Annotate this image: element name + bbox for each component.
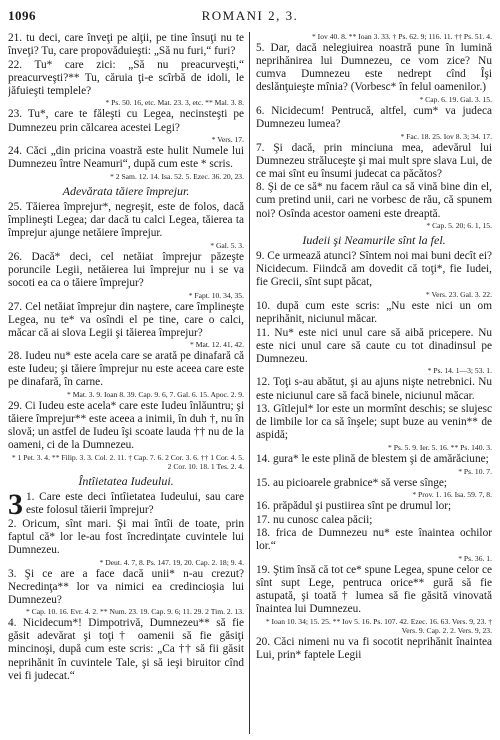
- cross-reference: * Gal. 5. 3.: [210, 240, 244, 250]
- cross-reference: * Ps. 36. 1.: [458, 554, 492, 563]
- verse: 5. Dar, dacă nelegiuirea noastră pune în lumină neprihănirea lui Dumnezeu, ce vom zice? Nu cumva Dumnezeu este nedrept cînd Îşi deslănţuieşte mînia? (Vorbesc* în felul oamenilor.): [256, 42, 492, 94]
- page-number: 1096: [8, 8, 36, 23]
- section-heading: Iudeii şi Neamurile sînt la fel.: [302, 233, 446, 248]
- cross-reference: * Prov. 1. 16. Isa. 59. 7, 8.: [412, 490, 492, 500]
- verse: 16. prăpădul şi pustiirea sînt pe drumul lor;: [256, 500, 452, 513]
- cross-reference: * Deut. 4. 7, 8. Ps. 147. 19, 20. Cap. 2. 18; 9. 4.: [99, 557, 244, 567]
- verse: 6. Nicidecum! Pentrucă, altfel, cum* va judeca Dumnezeu lumea?: [256, 104, 492, 130]
- chapter-opening-verse: [8, 488, 244, 522]
- cross-reference: * 1 Pet. 3. 4. ** Filip. 3. 3. Col. 2. 11. † Cap. 7. 6. 2 Cor. 3. 6. †† 1 Cor. 4. 5. 2 Cor. 10. 18. 1 Tes. 2. 4.: [11, 452, 244, 471]
- cross-reference: * Ps. 10. 7.: [458, 466, 492, 476]
- verse: 2. Oricum, sînt mari. Şi mai întîi de toate, prin faptul că* lor le-au fost încredinţate cuvintele lui Dumnezeu.: [8, 517, 244, 556]
- verse: 29. Ci Iudeu este acela* care este Iudeu înlăuntru; şi tăiere împrejur** este aceea a inimii, în duh †, nu în slovă; un astfel de Iudeu îşi scoate lauda †† nu de la oameni, ci de la Dumnezeu.: [8, 400, 244, 452]
- verse: 18. frica de Dumnezeu nu* este înaintea ochilor lor.“: [256, 527, 492, 553]
- verse: 13. Gîtlejul* lor este un mormînt deschis; se slujesc de limbile lor ca să înşele; supt buze au venin** de aspidă;: [256, 403, 492, 442]
- section-heading: Adevărata tăiere împrejur.: [62, 183, 190, 198]
- cross-reference: * Ps. 14. 1—3; 53. 1.: [427, 366, 492, 376]
- cross-reference: * Vers. 17.: [211, 135, 244, 145]
- cross-reference: * Cap. 10. 16. Evr. 4. 2. ** Num. 23. 19. Cap. 9. 6; 11. 29. 2 Tim. 2. 13.: [25, 607, 244, 617]
- verse: 27. Cel netăiat împrejur din naştere, care împlineşte Legea, nu te* va osîndi el pe tine, care o calci, măcar că ai slova Legii şi tăierea împrejur?: [8, 300, 244, 339]
- cross-reference: * Ps. 50. 16, etc. Mat. 23. 3, etc. ** Mal. 3. 8.: [105, 98, 244, 108]
- verse: 7. Şi dacă, prin minciuna mea, adevărul lui Dumnezeu străluceşte şi mai mult spre slava Lui, de ce mai sînt eu însumi judecat ca păcătos?: [256, 141, 492, 180]
- verse: 9. Ce urmează atunci? Sîntem noi mai buni decît ei? Nicidecum. Fiindcă am dovedit că toţi*, fie Iudei, fie Grecii, sînt supt păcat,: [256, 250, 492, 289]
- verse: 8. Şi de ce să* nu facem răul ca să vină bine din el, cum pretind unii, cari ne vorbesc de rău, că spunem noi? Osînda acestor oameni este dreaptă.: [256, 181, 492, 220]
- verse: 25. Tăierea împrejur*, negreşit, este de folos, dacă împlineşti Legea; dar dacă tu calci Legea, tăierea ta împrejur ajunge netăiere împrejur.: [8, 200, 244, 240]
- verse: 20. Căci nimeni nu va fi socotit neprihănit înaintea Lui, prin* faptele Legii: [256, 635, 492, 661]
- cross-reference: * Fac. 18. 25. Iov 8. 3; 34. 17.: [400, 131, 492, 141]
- cross-reference: * Vers. 23. Gal. 3. 22.: [425, 290, 492, 299]
- verse: 12. Toţi s-au abătut, şi au ajuns nişte netrebnici. Nu este niciunul care să facă binele, niciunul măcar.: [256, 376, 492, 402]
- verse: 19. Ştim însă că tot ce* spune Legea, spune celor ce sînt supt Lege, pentruca orice** gură să fie astupată, şi toată † lumea să fie găsită vinovată înaintea lui Dumnezeu.: [256, 564, 492, 616]
- verse: 11. Nu* este nici unul care să aibă pricepere. Nu este nici unul care să caute cu tot dinadinsul pe Dumnezeu.: [256, 326, 492, 365]
- verse-text: 1. Care este deci întîietatea Iudeului, sau care este folosul tăierii împrejur?: [26, 491, 244, 517]
- right-column: [256, 32, 492, 738]
- cross-reference: * Ioan 10. 34; 15. 25. ** Iov 5. 16. Ps. 107. 42. Ezec. 16. 63. Vers. 9, 23. † Vers. 9. Cap. 2. 2. Vers. 9, 23.: [265, 616, 492, 635]
- section-heading: Întîietatea Iudeului.: [78, 473, 174, 488]
- verse: 17. nu cunosc calea păcii;: [256, 513, 373, 526]
- page-header: [0, 0, 500, 30]
- verse: 4. Nicidecum*! Dimpotrivă, Dumnezeu** să fie găsit adevărat şi toţi† oamenii să fie găsiţi mincinoşi, după cum este scris: „Ca †† să fii găsit neprihănit în cuvintele Tale, şi să ieşi biruitor cînd vei fi judecat.“: [8, 617, 244, 682]
- verse: 28. Iudeu nu* este acela care se arată pe dinafară că este Iudeu; şi tăiere împrejur nu este aceea care este pe dinafară, în carne.: [8, 350, 244, 389]
- running-title: ROMANI 2, 3.: [201, 8, 299, 23]
- verse: 15. au picioarele grabnice* să verse sînge;: [256, 476, 448, 489]
- chapter-number: 3: [8, 488, 23, 522]
- verse: 3. Şi ce are a face dacă unii* n-au crezut? Necredinţa** lor va nimici ea credincioşia lui Dumnezeu?: [8, 567, 244, 606]
- cross-reference: * Ps. 5. 9. Ier. 5. 16. ** Ps. 140. 3.: [388, 442, 492, 452]
- verse: 22. Tu* care zici: „Să nu preacurveşti,“ preacurveşti?** Tu, căruia ţi-e scîrbă de idoli, le jăfuieşti templele?: [8, 58, 244, 97]
- verse: 26. Dacă* deci, cel netăiat împrejur păzeşte poruncile Legii, netăierea lui împrejur nu i se va socoti ea ca o tăiere împrejur?: [8, 250, 244, 289]
- left-column: [8, 32, 244, 738]
- verse: 10. după cum este scris: „Nu este nici un om neprihănit, niciunul măcar.: [256, 300, 492, 326]
- verse: 21. tu deci, care înveţi pe alţii, pe tine însuţi nu te înveţi? Tu, care propovăduieşti: „Să nu furi,“ furi?: [8, 32, 244, 58]
- cross-reference: * Iov 40. 8. ** Ioan 3. 33. † Ps. 62. 9; 116. 11. †† Ps. 51. 4.: [311, 32, 492, 41]
- verse: 24. Căci „din pricina voastră este hulit Numele lui Dumnezeu între Neamuri“, după cum este * scris.: [8, 145, 244, 171]
- verse: 23. Tu*, care te făleşti cu Legea, necinsteşti pe Dumnezeu prin călcarea acestei Legi?: [8, 108, 244, 134]
- cross-reference: * 2 Sam. 12. 14. Isa. 52. 5. Ezec. 36. 20, 23.: [110, 171, 244, 181]
- cross-reference: * Fapt. 10. 34, 35.: [188, 290, 244, 300]
- column-divider: [249, 32, 250, 734]
- cross-reference: * Mat. 3. 9. Ioan 8. 39. Cap. 9. 6, 7. Gal. 6. 15. Apoc. 2. 9.: [67, 390, 244, 400]
- cross-reference: * Mat. 12. 41, 42.: [190, 340, 244, 350]
- cross-reference: * Cap. 5. 20; 6. 1, 15.: [426, 221, 492, 231]
- verse: 14. gura* le este plină de blestem şi de amărăciune;: [256, 452, 489, 465]
- cross-reference: * Cap. 6. 19. Gal. 3. 15.: [419, 94, 492, 104]
